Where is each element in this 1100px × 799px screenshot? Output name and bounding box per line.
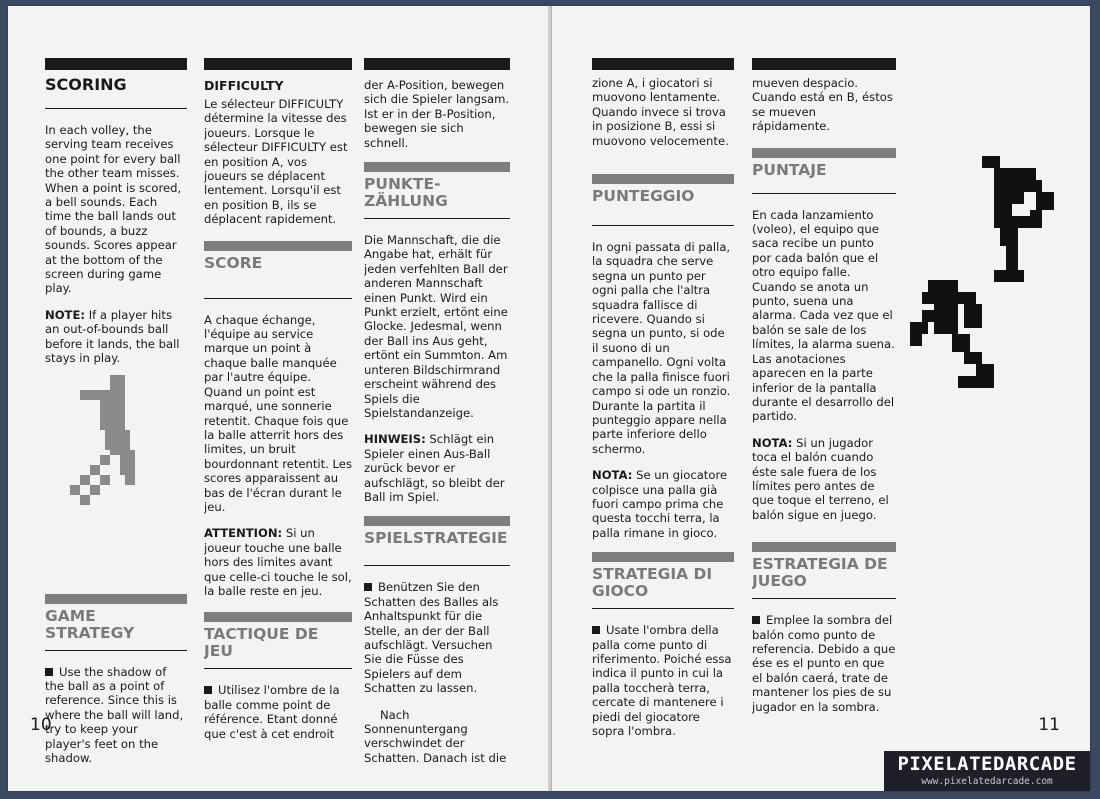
right-col-italian [592, 58, 734, 750]
left-col-german [364, 58, 510, 777]
bullet-icon [752, 616, 760, 624]
nota-label-it: NOTA: [592, 468, 633, 483]
difficulty-text: Le sélecteur DIFFICULTY détermine la vitesse des joueurs. Lorsque le sélecteur DIFFICULTY est en position A, vos joueurs se déplacent lentement. Lorsqu'il est en position B, ils se déplacent rapidement. [204, 97, 348, 227]
note-text: If a player hits an out-of-bounds ball before it lands, the ball stays in play. [45, 307, 180, 366]
spanish-cont-text: mueven despacio. Cuando está en B, éstos se mueven rápidamente. [752, 76, 893, 134]
spielstrategie-heading: SPIELSTRATEGIE [364, 529, 508, 548]
header-bar [45, 58, 187, 70]
italian-cont-text: zione A, i giocatori si muovono lentamente. Quando invece si trova in posizione B, essi si muovono velocemente. [592, 76, 729, 148]
game-strategy-body: Use the shadow of the ball as a point of reference. Since this is where the ball will land, try to keep your player's feet on the shadow. [45, 664, 184, 765]
nota-text-es: Si un jugador toca el balón cuando éste sale fuera de los límites pero antes de que toque el terreno, el balón sigue en juego. [752, 435, 889, 522]
section-bar [592, 552, 734, 562]
divider [752, 598, 896, 599]
watermark-url: www.pixelatedarcade.com [921, 776, 1053, 787]
left-page [8, 6, 548, 791]
nota-paragraph-es [752, 436, 896, 522]
section-bar [204, 612, 352, 622]
section-bar [364, 516, 510, 526]
sonnen-text: Nach Sonnenuntergang verschwindet der Schatten. Danach ist die [364, 707, 507, 765]
puntaje-text: En cada lanzamiento (voleo), el equipo que saca recibe un punto por cada balón que el otro equipo falle. Cuando se anota un punto, suena una alarma. Cada vez que el balón se sale de los límites, la alarma suena. Las anotaciones aparecen en la parte inferior de la pantalla durante el desarrollo del partido. [752, 207, 895, 424]
divider [204, 668, 352, 669]
scoring-text: In each volley, the serving team receives one point for every ball the other team misses. When a point is scored, a bell sounds. Each time the ball lands out of bounds, a buzz sounds. Scores appear at the bottom of the screen during game play. [45, 123, 182, 296]
spielstrategie-body: Benützen Sie den Schatten des Balles als Anhaltspunkt für die Stelle, an der der Ball aufschlägt. Versuchen Sie die Füsse des Spielers auf dem Schatten zu lassen. [364, 580, 499, 696]
left-col-french [204, 58, 352, 753]
right-col-spanish [752, 58, 896, 726]
nota-label-es: NOTA: [752, 435, 793, 450]
section-bar [752, 542, 896, 552]
gray-player-sprite-icon [70, 374, 150, 506]
black-runner-sprite-icon [910, 280, 994, 388]
hinweis-label: HINWEIS: [364, 432, 426, 447]
watermark [884, 751, 1090, 791]
game-strategy-text [45, 665, 187, 766]
divider [204, 298, 352, 299]
attention-label: ATTENTION: [204, 526, 283, 541]
header-bar [752, 58, 896, 70]
note-paragraph [45, 308, 187, 366]
bullet-icon [204, 686, 212, 694]
divider [364, 565, 510, 566]
tactique-body: Utilisez l'ombre de la balle comme point de référence. Etant donné que c'est à cet endroit [204, 683, 340, 741]
estrategia-text [752, 613, 896, 714]
header-bar [592, 58, 734, 70]
nota-paragraph-it [592, 468, 734, 540]
spielstrategie-text [364, 580, 510, 695]
bullet-icon [364, 583, 372, 591]
punkte-text: Die Mannschaft, die die Angabe hat, erhält für jeden verfehlten Ball der anderen Mannschaft einen Punkt. Wird ein Punkt erzielt, ertönt eine Glocke. Jedesmal, wenn der Ball ins Aus geht, ertönt ein Summton. Am unteren Bildschirmrand erscheint während des Spiels die Spielstandanzeige. [364, 233, 508, 420]
bullet-icon [592, 626, 600, 634]
note-label: NOTE: [45, 307, 86, 322]
divider [592, 225, 734, 226]
header-bar [204, 58, 352, 70]
estrategia-body: Emplee la sombra del balón como punto de referencia. Debido a que ése es el punto en que el balón caerá, trate de mantener los pies de su jugador en la sombra. [752, 613, 896, 714]
black-player-sprite-icon [982, 156, 1054, 282]
scoring-heading: SCORING [45, 75, 127, 94]
tactique-text [204, 683, 352, 741]
nota-text-it: Se un giocatore colpisce una palla già fuori campo prima che questa tocchi terra, la palla rimane in gioco. [592, 468, 728, 540]
attention-paragraph [204, 526, 352, 598]
divider [364, 218, 510, 219]
strategia-body: Usate l'ombra della palla come punto di riferimento. Poiché essa indica il punto in cui la palla toccherà terra, cercate di mantenere i piedi del giocatore sopra l'ombra. [592, 623, 732, 738]
strategia-text [592, 623, 734, 738]
german-cont-text: der A-Position, bewegen sich die Spieler langsam. Ist er in der B-Position, bewegen sie sich schnell. [364, 78, 510, 150]
divider [752, 193, 896, 194]
section-bar [752, 148, 896, 158]
divider [45, 108, 187, 109]
game-strategy-heading: GAME STRATEGY [45, 606, 135, 642]
hinweis-paragraph [364, 432, 510, 504]
header-bar [364, 58, 510, 70]
difficulty-heading: DIFFICULTY [204, 78, 284, 93]
punteggio-heading: PUNTEGGIO [592, 187, 695, 206]
section-bar [45, 594, 187, 604]
score-text: A chaque échange, l'équipe au service marque un point à chaque balle manquée par l'autre équipe. Quand un point est marqué, une sonnerie retentit. Chaque fois que la balle atterrit hors des limites, un bruit bourdonnant retentit. Les scores apparaissent au bas de l'écran durant le jeu. [204, 312, 352, 514]
punkte-heading: PUNKTE-ZÄHLUNG [364, 175, 448, 211]
right-page [552, 6, 1090, 791]
section-bar [364, 162, 510, 172]
page-number-left: 10 [30, 715, 52, 735]
page-number-right: 11 [1038, 715, 1060, 735]
punteggio-text: In ogni passata di palla, la squadra che serve segna un punto per ogni palla che l'altra squadra fallisce di ricevere. Quando si segna un punto, si ode il suono di un campanello. Ogni volta che la palla finisce fuori campo si ode un ronzio. Durante la partita il punteggio appare nella parte inferiore dello schermo. [592, 240, 731, 456]
watermark-logo: PIXELATEDARCADE [897, 753, 1077, 775]
bullet-icon [45, 668, 53, 676]
section-bar [592, 174, 734, 184]
divider [592, 608, 734, 609]
hinweis-text: Schlägt ein Spieler einen Aus-Ball zurück bevor er aufschlägt, so bleibt der Ball im Spiel. [364, 432, 505, 504]
divider [45, 650, 187, 651]
tactique-heading: TACTIQUE DE JEU [204, 625, 319, 661]
attention-text: Si un joueur touche une balle hors des limites avant que celle-ci touche le sol, la balle reste en jeu. [204, 526, 352, 598]
estrategia-heading: ESTRATEGIA DE JUEGO [752, 555, 888, 591]
puntaje-heading: PUNTAJE [752, 160, 827, 179]
section-bar [204, 241, 352, 251]
strategia-heading: STRATEGIA DI GIOCO [592, 565, 713, 601]
score-heading: SCORE [204, 253, 263, 272]
